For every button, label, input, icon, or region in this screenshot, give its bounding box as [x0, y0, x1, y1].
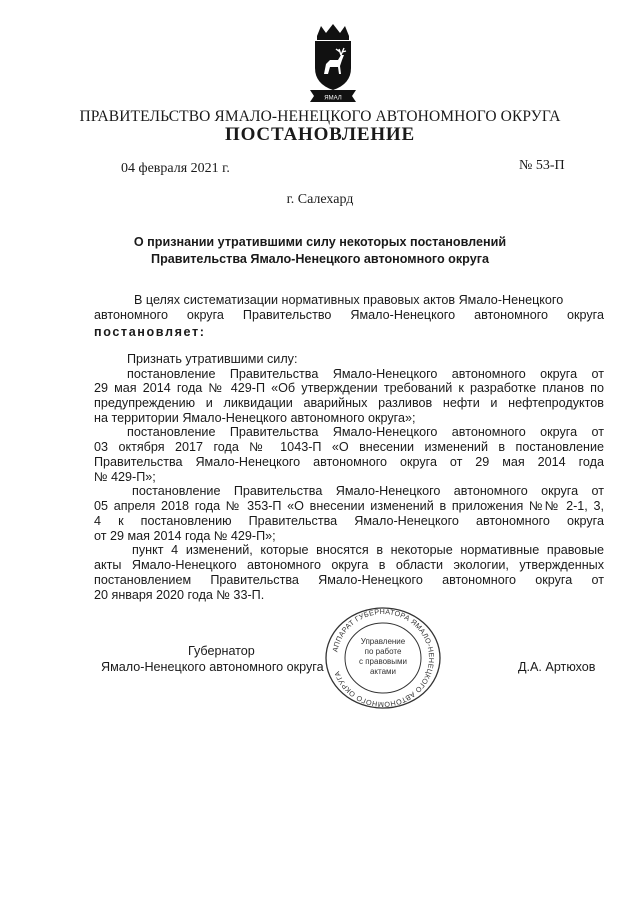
item-line: 20 января 2020 года № 33-П. — [94, 588, 265, 602]
signatory-name: Д.А. Артюхов — [518, 660, 596, 674]
item-line: постановление Правительства Ямало-Ненецкого автономного округа от — [127, 367, 604, 381]
government-title: ПРАВИТЕЛЬСТВО ЯМАЛО-НЕНЕЦКОГО АВТОНОМНОГО ОКРУГА — [79, 108, 561, 125]
coat-of-arms-icon — [300, 22, 366, 104]
seal-center-line: по работе — [364, 647, 402, 656]
seal-center-line: с правовыми — [358, 657, 408, 666]
city: г. Салехард — [286, 192, 354, 207]
item-line: постановлением Правительства Ямало-Ненецкого автономного округа от — [94, 573, 604, 587]
preamble-line: В целях систематизации нормативных правовых актов Ямало-Ненецкого — [134, 293, 564, 307]
body-intro: Признать утратившими силу: — [127, 352, 298, 366]
seal-ring-text: АППАРАТ ГУБЕРНАТОРА ЯМАЛО-НЕНЕЦКОГО АВТОНОМНОГО ОКРУГА — [330, 606, 437, 710]
item-line: пункт 4 изменений, которые вносятся в некоторые нормативные правовые — [132, 543, 604, 557]
seal-center-line: актами — [369, 667, 397, 676]
preamble-line: автономного округа Правительство Ямало-Ненецкого автономного округа — [94, 308, 604, 322]
item-line: постановление Правительства Ямало-Ненецкого автономного округа от — [127, 425, 604, 439]
document-date: 04 февраля 2021 г. — [121, 161, 230, 176]
item-line: 03 октября 2017 года № 1043-П «О внесении изменений в постановление — [94, 440, 604, 454]
item-line: 29 мая 2014 года № 429-П «Об утверждении требований к разработке планов по — [94, 381, 604, 395]
emblem-ribbon-text: ЯМАЛ — [324, 95, 342, 102]
item-line: 05 апреля 2018 года № 353-П «О внесении изменений в приложения №№ 2-1, 3, — [94, 499, 604, 513]
item-line: акты Ямало-Ненецкого автономного округа в области экологии, утвержденных — [94, 558, 604, 572]
signatory-position: Губернатор — [188, 644, 255, 658]
subject-line: Правительства Ямало-Ненецкого автономного округа — [151, 252, 489, 266]
item-line: от 29 мая 2014 года № 429-П»; — [94, 529, 276, 543]
item-line: постановление Правительства Ямало-Ненецкого автономного округа от — [132, 484, 604, 498]
item-line: Правительства Ямало-Ненецкого автономного округа от 29 мая 2014 года — [94, 455, 604, 469]
official-seal — [323, 606, 443, 710]
item-line: 4 к постановлению Правительства Ямало-Ненецкого автономного округа — [94, 514, 604, 528]
item-line: предупреждению и ликвидации аварийных разливов нефти и нефтепродуктов — [94, 396, 604, 410]
subject-line: О признании утратившими силу некоторых постановлений — [133, 235, 507, 249]
item-line: № 429-П»; — [94, 470, 156, 484]
preamble-line: постановляет: — [94, 325, 206, 339]
document-subject — [90, 234, 550, 268]
document-type: ПОСТАНОВЛЕНИЕ — [225, 124, 415, 145]
signatory-position-line2: Ямало-Ненецкого автономного округа — [101, 660, 324, 674]
item-line: на территории Ямало-Ненецкого автономного округа»; — [94, 411, 416, 425]
document-number: № 53-П — [519, 158, 565, 173]
seal-center-line: Управление — [360, 637, 406, 646]
